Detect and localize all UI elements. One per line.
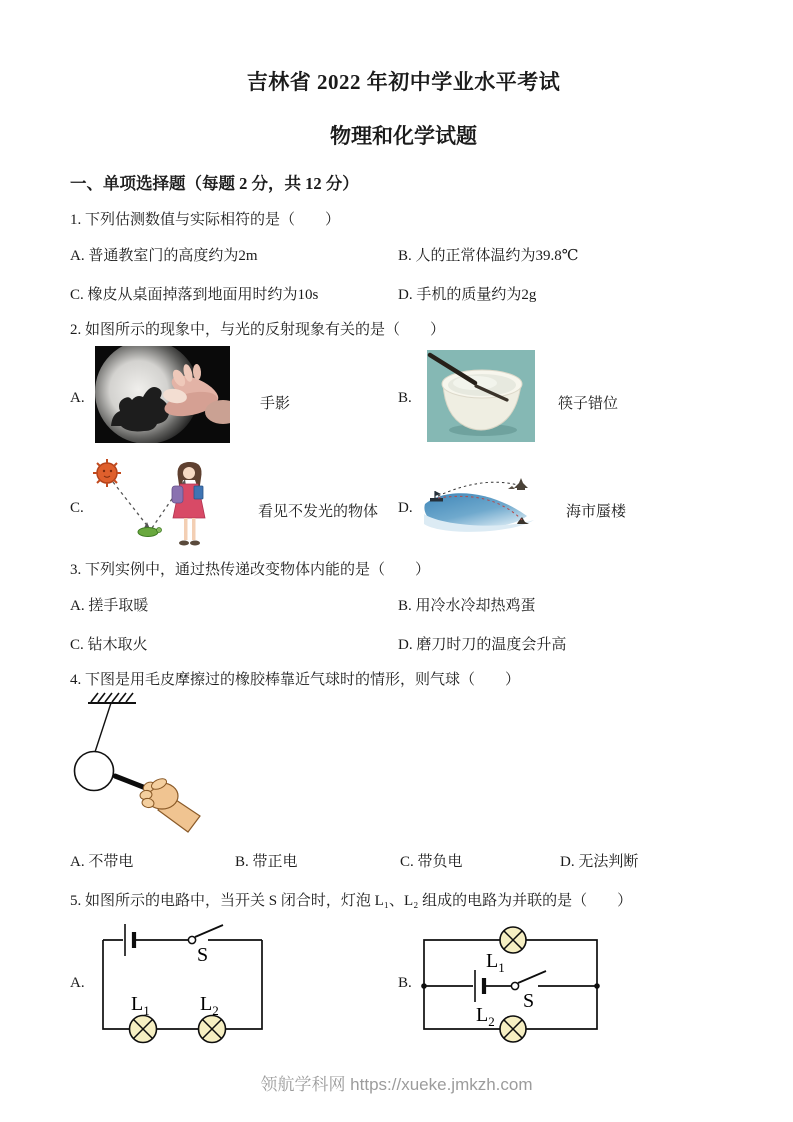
hand-shape xyxy=(139,777,200,832)
hand-shadow-photo xyxy=(95,346,230,443)
string-shape xyxy=(95,703,111,752)
question-1-stem: 1. 下列估测数值与实际相符的是（ ） xyxy=(70,212,341,228)
q2-figure-a-caption: 手影 xyxy=(260,396,291,412)
switch-s-label: S xyxy=(197,944,209,966)
q4-option-d: D. 无法判断 xyxy=(560,854,639,870)
balloon-rod-drawing xyxy=(58,690,358,836)
lamp-l1-label: $L_1$ xyxy=(486,950,505,975)
question-5-figures xyxy=(70,917,737,1069)
lamp-l2-symbol xyxy=(500,1016,526,1042)
sun-shape xyxy=(93,459,121,487)
switch-s-label: S xyxy=(523,990,535,1012)
section-heading: 一、单项选择题（每题 2 分，共 12 分） xyxy=(70,174,359,193)
q2-figure-c-label: C. xyxy=(70,500,84,516)
mirage-pagoda-shape xyxy=(508,478,528,490)
q4-option-c: C. 带负电 xyxy=(400,854,463,870)
circuit-b-diagram xyxy=(420,917,600,1049)
lamp-l2-label: $L_2$ xyxy=(200,993,219,1018)
page-subtitle: 物理和化学试题 xyxy=(330,124,477,148)
question-1-options xyxy=(70,247,737,304)
q2-figure-d-caption: 海市蜃楼 xyxy=(566,504,627,520)
q1-option-b: B. 人的正常体温约为39.8℃ xyxy=(398,248,579,264)
q4-option-a: A. 不带电 xyxy=(70,854,134,870)
lamp-l1-symbol xyxy=(130,1016,157,1043)
q3-option-b: B. 用冷水冷却热鸡蛋 xyxy=(398,598,536,614)
lamp-l1-label: $L_1$ xyxy=(131,993,150,1018)
junction-dot-left xyxy=(421,983,427,989)
q3-option-a: A. 搓手取暖 xyxy=(70,598,149,614)
q1-option-a: A. 普通教室门的高度约为2m xyxy=(70,248,258,264)
q2-figure-a-label: A. xyxy=(70,390,85,406)
ceiling-hatch-shape xyxy=(88,693,136,703)
junction-dot-right xyxy=(594,983,600,989)
watermark-text: 领航学科网 https://xueke.jmkzh.com xyxy=(260,1075,533,1094)
q1-option-d: D. 手机的质量约为2g xyxy=(398,287,537,303)
q3-option-d: D. 磨刀时刀的温度会升高 xyxy=(398,637,567,653)
q1-option-c: C. 橡皮从桌面掉落到地面用时约为10s xyxy=(70,287,319,303)
q5-circuit-b-label: B. xyxy=(398,975,412,991)
q2-figure-d-label: D. xyxy=(398,500,413,516)
question-3-options xyxy=(70,597,737,654)
question-4-options xyxy=(70,853,737,871)
lamp-l1-symbol xyxy=(500,927,526,953)
circuit-a-wires xyxy=(103,940,262,1029)
girl-shape xyxy=(172,462,205,546)
circuit-a-diagram xyxy=(95,923,270,1049)
page-title: 吉林省 2022 年初中学业水平考试 xyxy=(246,70,561,94)
q5-circuit-a-label: A. xyxy=(70,975,85,991)
lamp-l2-label: $L_2$ xyxy=(476,1004,495,1029)
q3-option-c: C. 钻木取火 xyxy=(70,637,148,653)
battery-symbol xyxy=(475,970,484,1002)
q2-figure-b-label: B. xyxy=(398,390,412,406)
battery-symbol xyxy=(125,924,134,956)
q4-option-b: B. 带正电 xyxy=(235,854,298,870)
lamp-l2-symbol xyxy=(199,1016,226,1043)
turtle-shape xyxy=(138,528,162,537)
question-2-figures xyxy=(70,342,737,554)
question-5-stem: 5. 如图所示的电路中，当开关 S 闭合时，灯泡 L₁、L₂ 组成的电路为并联的是（ ） xyxy=(70,893,633,909)
question-3-stem: 3. 下列实例中，通过热传递改变物体内能的是（ ） xyxy=(70,562,431,578)
q2-figure-c-caption: 看见不发光的物体 xyxy=(258,504,379,520)
watermark-footer xyxy=(0,1070,793,1095)
bowl-chopstick-photo xyxy=(427,350,535,442)
mirage-drawing xyxy=(422,474,547,536)
q2-figure-b-caption: 筷子错位 xyxy=(558,396,619,412)
question-4-stem: 4. 下图是用毛皮摩擦过的橡胶棒靠近气球时的情形，则气球（ ） xyxy=(70,672,521,688)
seeing-object-drawing xyxy=(88,458,236,550)
question-4-figure xyxy=(70,690,737,836)
balloon-shape xyxy=(75,752,114,791)
question-2-stem: 2. 如图所示的现象中，与光的反射现象有关的是（ ） xyxy=(70,322,446,338)
light-ray-down xyxy=(113,482,149,528)
apparent-ray-dashed xyxy=(438,482,518,496)
